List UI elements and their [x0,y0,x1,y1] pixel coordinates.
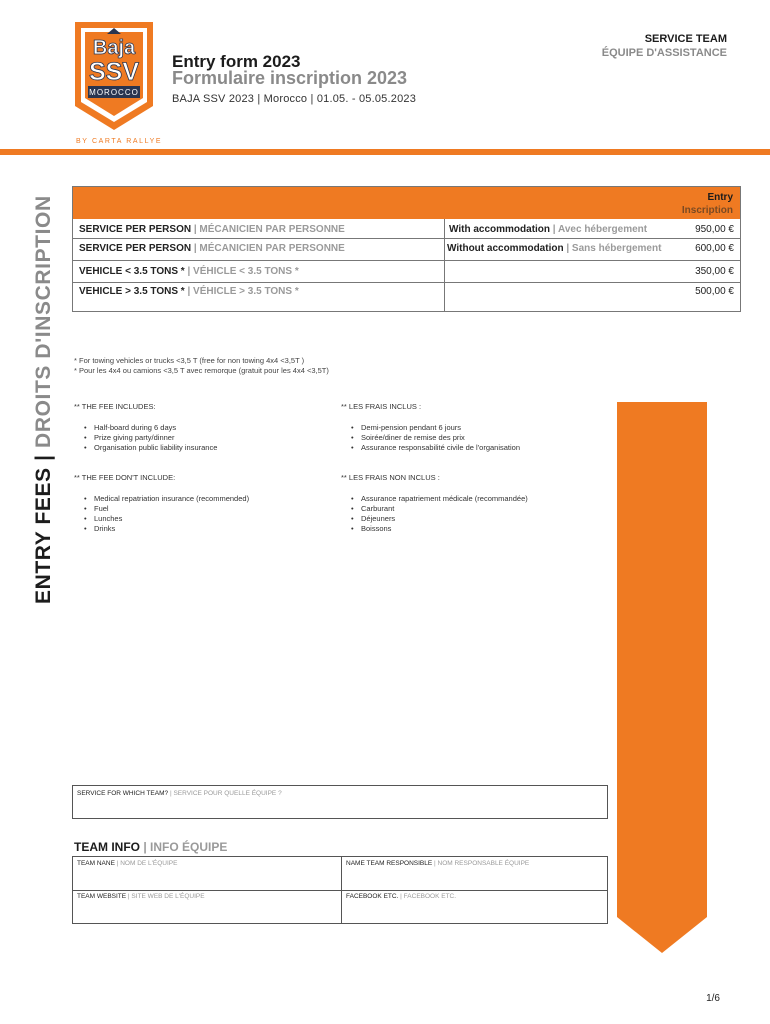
list-item: • Déjeuners [341,514,528,524]
field-label-fr: | NOM RESPONSABLE ÉQUIPE [432,860,530,867]
fee-price: 950,00 € [695,224,734,235]
fee-label-fr: | MÉCANICIEN PAR PERSONNE [191,243,345,254]
column-divider [341,857,342,923]
header-rule [0,149,770,155]
title-fr: Formulaire inscription 2023 [172,68,408,88]
team-facebook-field[interactable] [346,893,456,900]
fee-option-fr: | Sans hébergement [563,243,662,254]
list-item: • Assurance responsabilité civile de l'organisation [341,443,520,453]
fees-table-header [73,187,740,219]
field-label-fr: | NOM DE L'ÉQUIPE [114,860,178,867]
fee-label-en: VEHICLE > 3.5 TONS * [79,286,185,297]
fee-price: 350,00 € [695,266,734,277]
fee-label-fr: | VÉHICLE < 3.5 TONS * [184,266,299,277]
fee-option-fr: | Avec hébergement [550,224,648,235]
team-website-field[interactable] [77,893,205,900]
divider [73,890,607,891]
fee-label-fr: | MÉCANICIEN PAR PERSONNE [191,224,345,235]
entry-column-label [682,191,733,217]
fee-row-option [447,243,661,254]
list-item: • Prize giving party/dinner [74,433,217,443]
logo-byline: BY CARTA RALLYE [76,138,163,145]
list-item: • Soirée/diner de remise des prix [341,433,520,443]
field-label-en: TEAM NANE [77,860,115,867]
service-team-label-fr: | SERVICE POUR QUELLE ÉQUIPE ? [168,790,282,797]
fee-row-label [79,266,299,277]
excludes-en-title: ** THE FEE DON'T INCLUDE: [74,473,176,482]
fee-row [73,262,740,281]
includes-fr [341,402,520,453]
entry-label-en: Entry [707,192,733,203]
side-label [32,195,56,604]
service-team-field[interactable] [72,785,608,819]
orange-chevron-band [617,402,707,953]
fees-table [72,186,741,312]
fee-price: 600,00 € [695,243,734,254]
team-info-title-fr: | INFO ÉQUIPE [140,840,228,854]
list-item: • Medical repatriation insurance (recommended) [74,494,249,504]
list-item: • Fuel [74,504,249,514]
fee-row [73,220,740,239]
list-item: • Demi-pension pendant 6 jours [341,423,520,433]
field-label-en: FACEBOOK ETC. [346,893,399,900]
service-team-label-en: SERVICE FOR WHICH TEAM? [77,790,169,797]
excludes-en [74,473,249,534]
service-team-fr: ÉQUIPE D'ASSISTANCE [601,47,727,59]
fee-label-en: VEHICLE < 3.5 TONS * [79,266,185,277]
fee-row [73,239,740,258]
fee-row-label [79,224,345,235]
side-label-fr: DROITS D'INSCRIPTION [32,195,55,448]
page-number: 1/6 [706,993,720,1004]
fee-label-fr: | VÉHICLE > 3.5 TONS * [184,286,299,297]
side-label-sep: | [32,447,55,468]
list-item: • Half-board during 6 days [74,423,217,433]
list-item: • Organisation public liability insurance [74,443,217,453]
fee-label-en: SERVICE PER PERSON [79,224,192,235]
list-item: • Drinks [74,524,249,534]
fee-row-option [449,224,647,235]
field-label-en: TEAM WEBSITE [77,893,127,900]
column-divider [444,219,445,311]
field-label-fr: | FACEBOOK ETC. [398,893,457,900]
fee-label-en: SERVICE PER PERSON [79,243,192,254]
includes-en-title: ** THE FEE INCLUDES: [74,402,156,411]
fee-notes [74,356,329,376]
field-label-fr: | SITE WEB DE L'ÉQUIPE [126,893,205,900]
team-info-title [74,840,227,854]
logo-line1: Baja [92,37,136,59]
list-item: • Boissons [341,524,528,534]
fee-row-label [79,243,345,254]
fee-option-en: Without accommodation [447,243,564,254]
entry-label-fr: Inscription [681,205,733,216]
fee-price: 500,00 € [695,286,734,297]
logo-line3: MOROCCO [89,88,139,97]
fee-row [73,282,740,301]
side-label-en: ENTRY FEES [32,467,55,604]
note-en: * For towing vehicles or trucks <3,5 T (free for non towing 4x4 <3,5T ) [74,356,305,365]
logo-line2: SSV [88,58,140,86]
includes-fr-title: ** LES FRAIS INCLUS : [341,402,422,411]
list-item: • Assurance rapatriement médicale (recommandée) [341,494,528,504]
subtitle: BAJA SSV 2023 | Morocco | 01.05. - 05.05.2023 [172,93,417,105]
excludes-fr-title: ** LES FRAIS NON INCLUS : [341,473,440,482]
service-team-en: SERVICE TEAM [644,33,727,45]
baja-ssv-logo [73,20,155,132]
team-name-field[interactable] [77,860,177,867]
list-item: • Carburant [341,504,528,514]
fee-option-en: With accommodation [449,224,551,235]
team-info-title-en: TEAM INFO [74,840,140,854]
field-label-en: NAME TEAM RESPONSIBLE [346,860,433,867]
title-en: Entry form 2023 [172,52,301,71]
fee-row-label [79,286,299,297]
note-fr: * Pour les 4x4 ou camions <3,5 T avec remorque (gratuit pour les 4x4 <3,5T) [74,366,329,375]
team-responsible-field[interactable] [346,860,529,867]
list-item: • Lunches [74,514,249,524]
excludes-fr [341,473,528,534]
team-info-grid [72,856,608,924]
includes-en [74,402,217,453]
service-team-label [77,790,282,797]
divider [73,260,740,261]
